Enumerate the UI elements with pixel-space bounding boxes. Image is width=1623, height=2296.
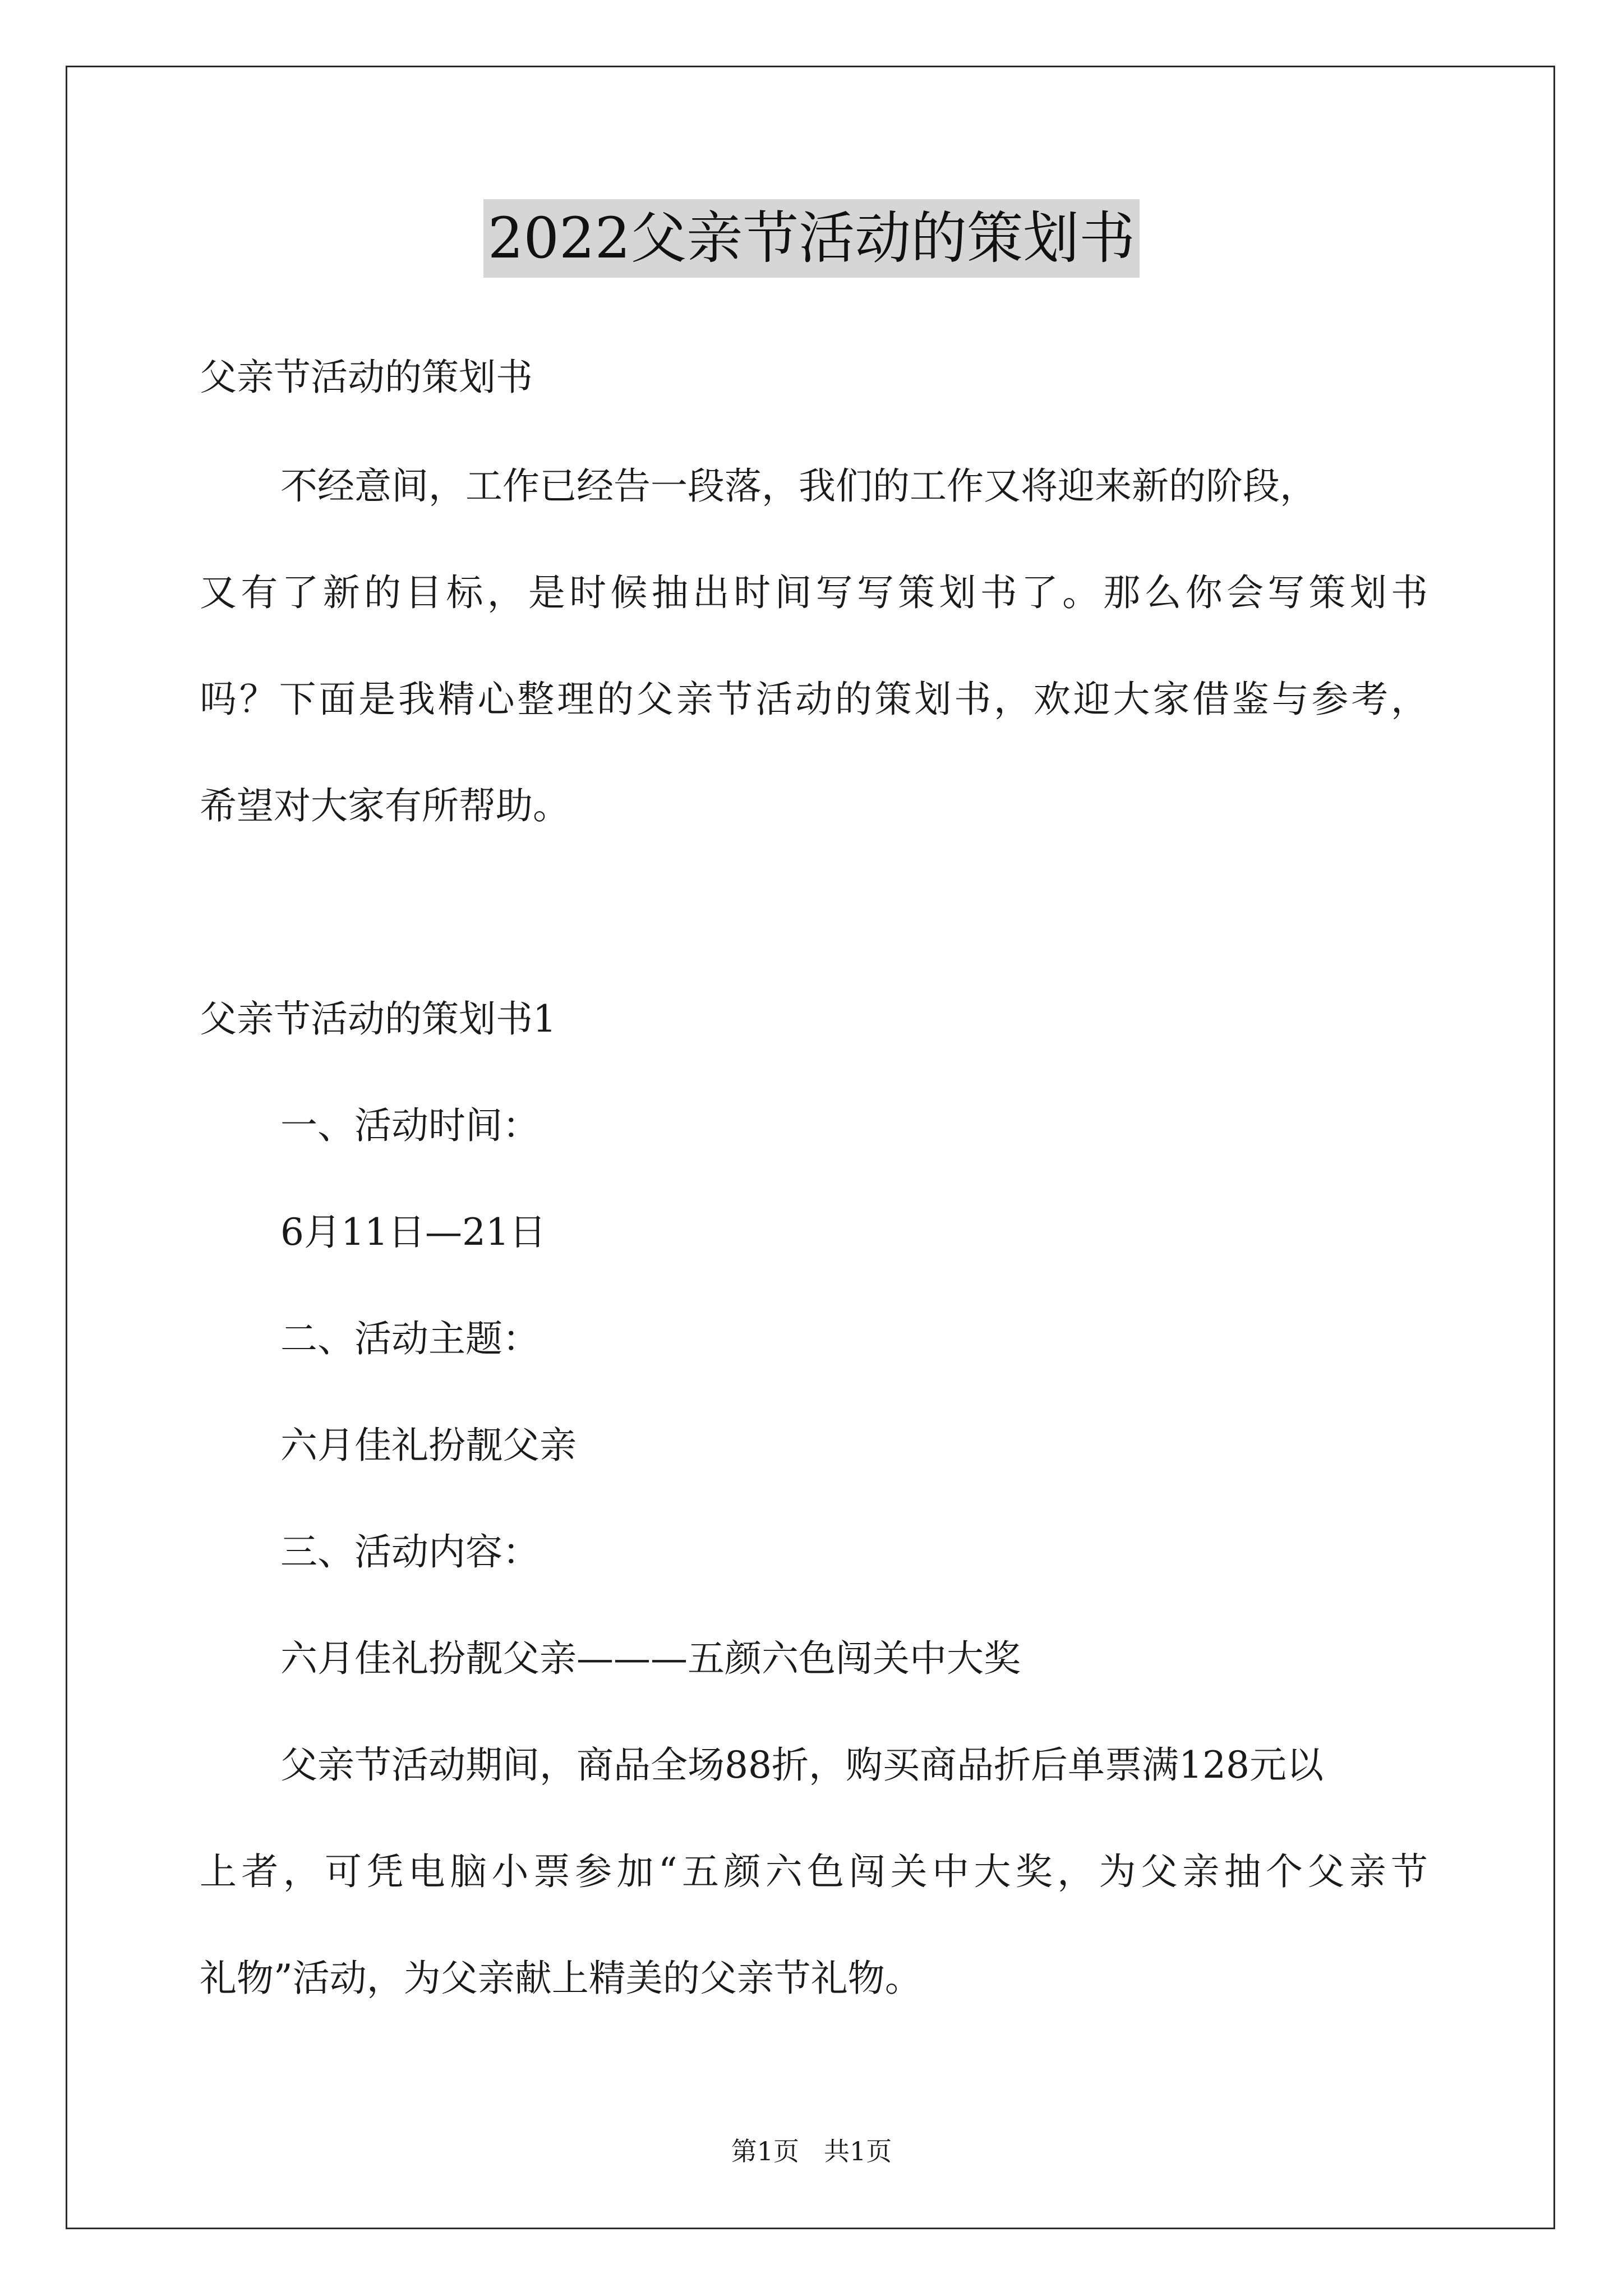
title-container [0, 199, 1623, 278]
list-item: 六月佳礼扮靓父亲———五颜六色闯关中大奖 [280, 1637, 1021, 1680]
document-title: 2022父亲节活动的策划书 [483, 199, 1140, 278]
page-number: 第1页 [731, 2136, 799, 2166]
list-heading: 二、活动主题： [280, 1317, 540, 1360]
paragraph-line: 父亲节活动期间，商品全场88折，购买商品折后单票满128元以 [280, 1743, 1324, 1787]
page-total: 共1页 [824, 2136, 892, 2166]
paragraph-line: 吗？下面是我精心整理的父亲节活动的策划书，欢迎大家借鉴与参考， [200, 678, 1428, 721]
list-heading: 一、活动时间： [280, 1104, 540, 1147]
list-heading: 三、活动内容： [280, 1530, 540, 1573]
paragraph-line: 上者，可凭电脑小票参加“五颜六色闯关中大奖，为父亲抽个父亲节 [200, 1850, 1428, 1893]
list-item: 六月佳礼扮靓父亲 [280, 1424, 577, 1467]
list-item: 6月11日—21日 [280, 1211, 546, 1254]
subtitle: 父亲节活动的策划书 [200, 356, 533, 399]
paragraph-line: 礼物”活动，为父亲献上精美的父亲节礼物。 [200, 1957, 922, 2000]
section-heading: 父亲节活动的策划书1 [200, 997, 556, 1041]
paragraph-line: 不经意间，工作已经告一段落，我们的工作又将迎来新的阶段， [280, 464, 1317, 508]
paragraph-line: 希望对大家有所帮助。 [200, 784, 570, 827]
page-footer [0, 2134, 1623, 2168]
paragraph-line: 又有了新的目标，是时候抽出时间写写策划书了。那么你会写策划书 [200, 571, 1428, 614]
